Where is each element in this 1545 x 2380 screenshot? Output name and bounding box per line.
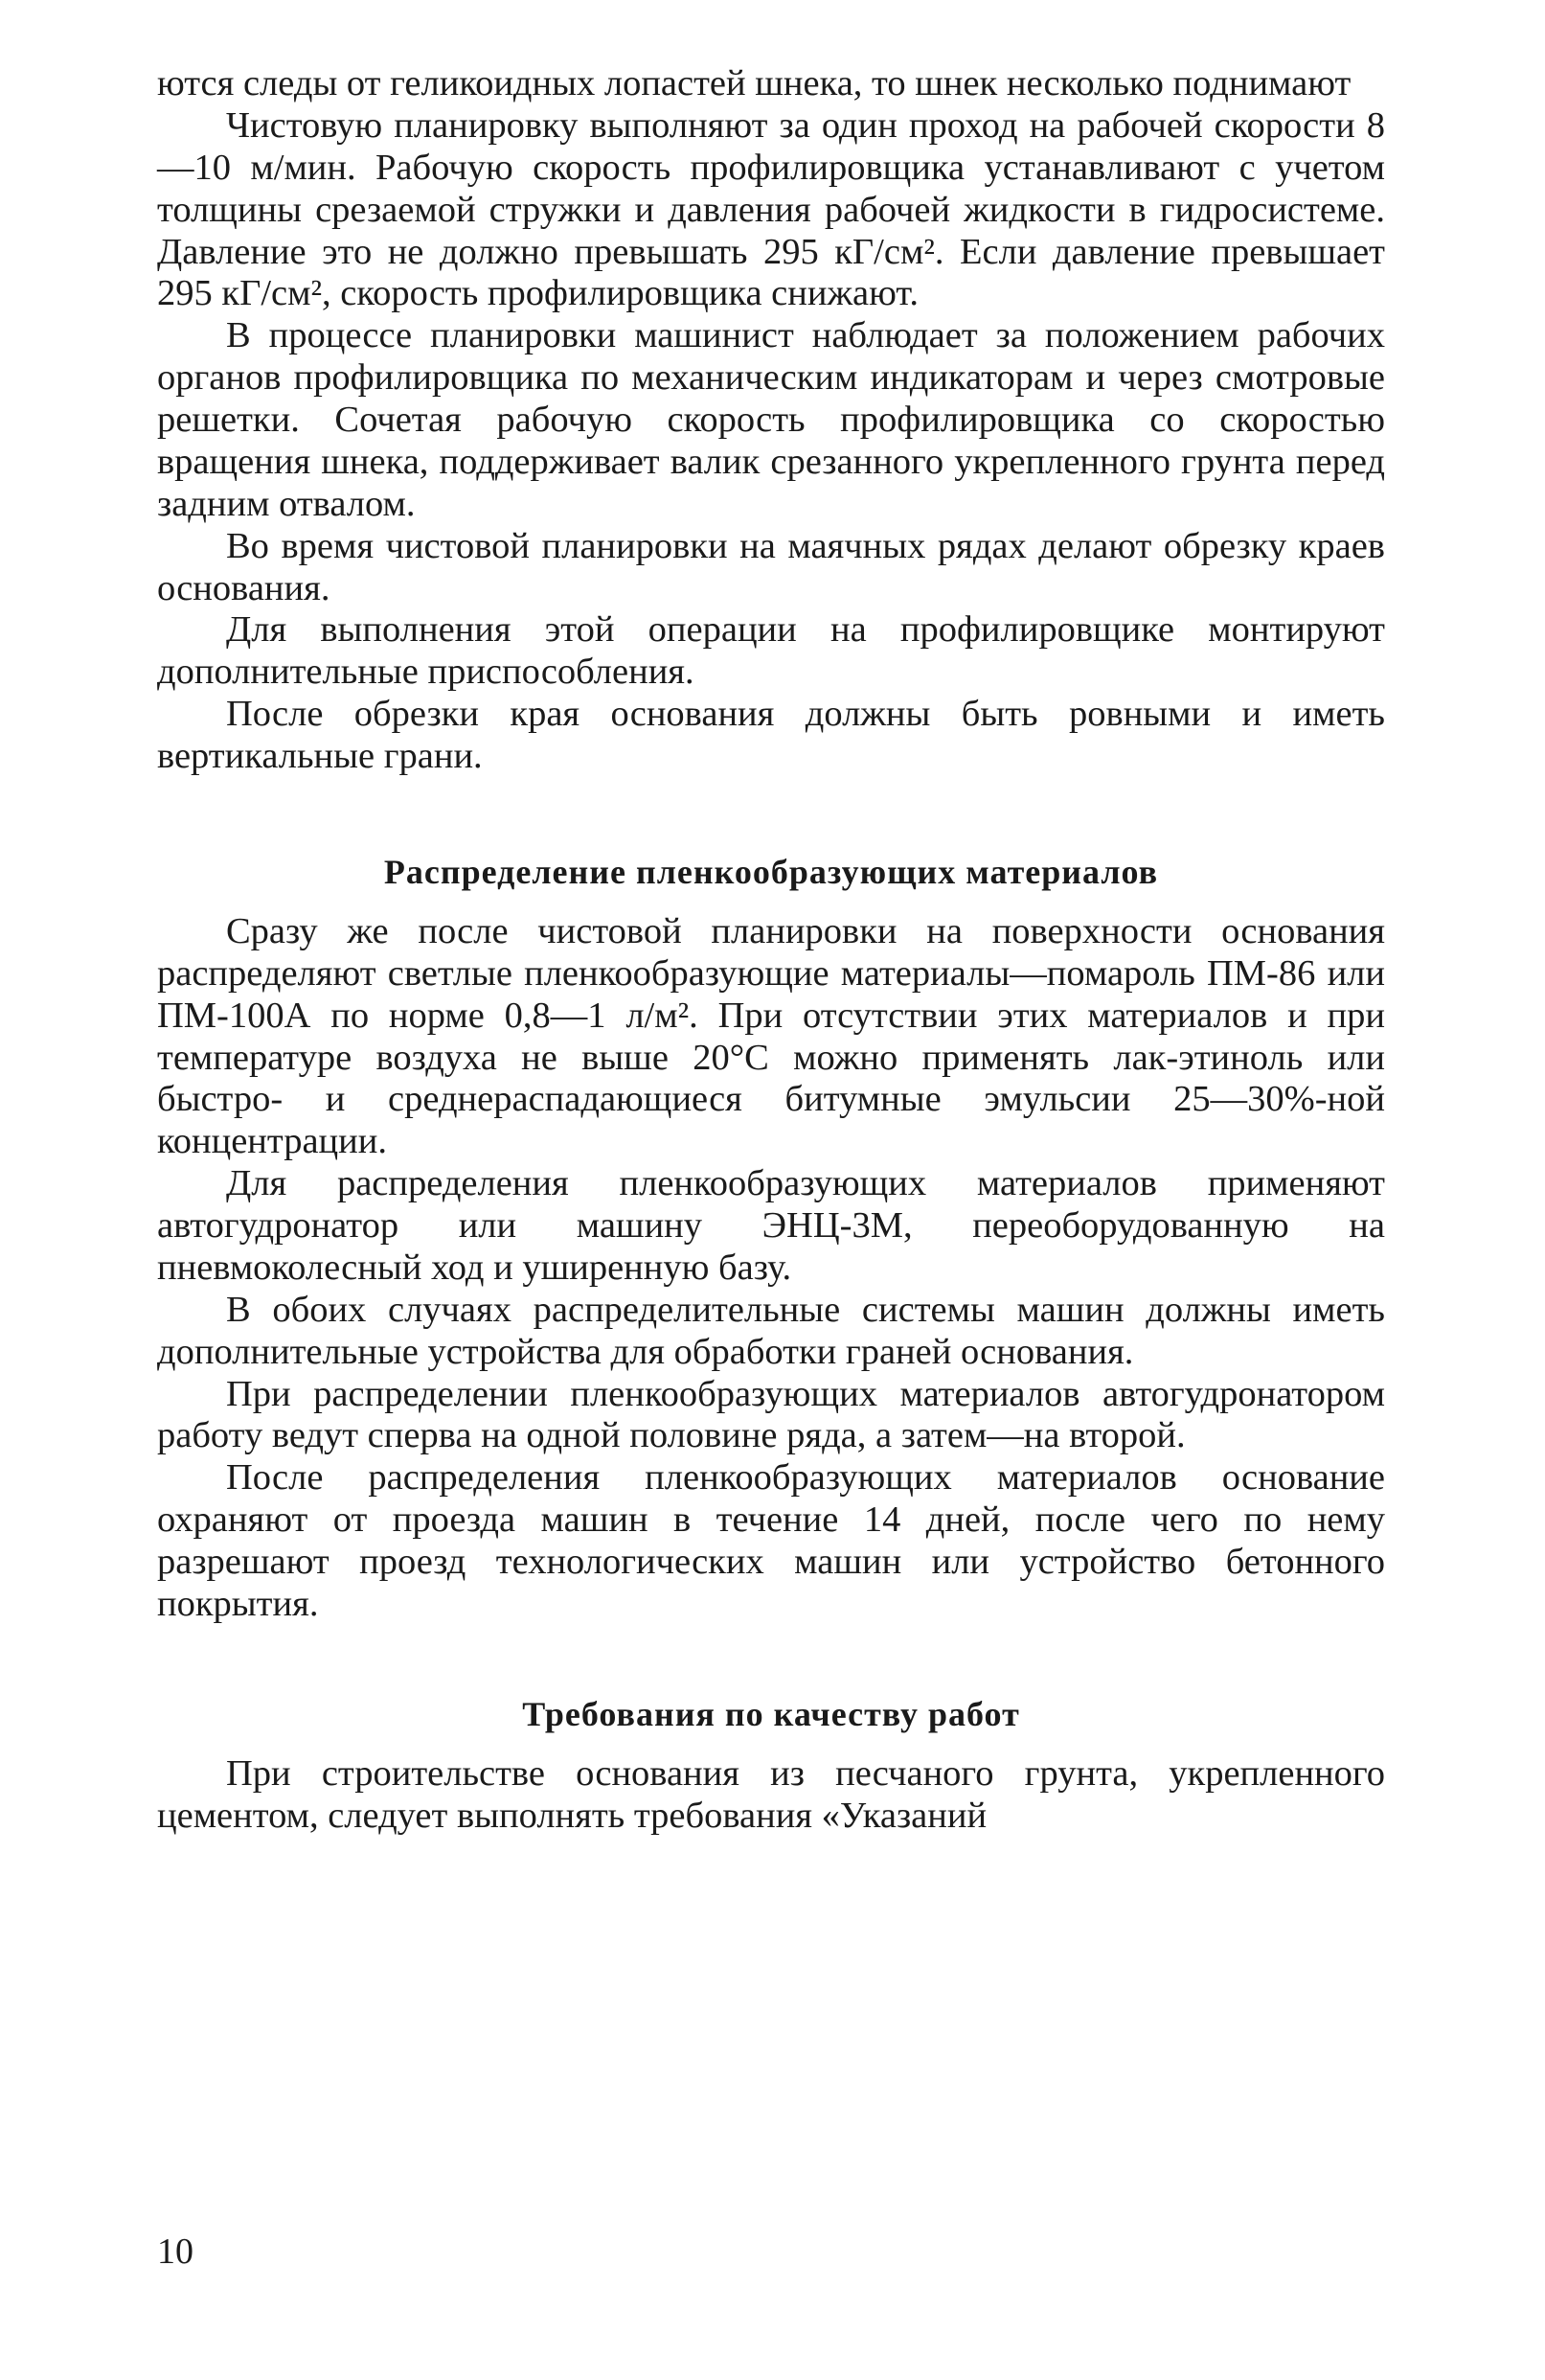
paragraph: Для распределения пленкообразующих материалов применяют автогудронатор или машину ЭНЦ-3М, переоборудованную на пневмоколесный ход и уширенную базу. (157, 1163, 1385, 1288)
section-heading: Требования по качеству работ (522, 1694, 1020, 1733)
paragraph: В обоих случаях распределительные системы машин должны иметь дополнительные устройства для обработки граней основания. (157, 1289, 1385, 1372)
paragraph: ются следы от геликоидных лопастей шнека, то шнек несколько поднимают (157, 63, 1352, 103)
paragraph: Сразу же после чистовой планировки на поверхности основания распределяют светлые пленкообразующие материалы—помароль ПМ-86 или ПМ-100А по норме 0,8—1 л/м². При отсутствии этих материалов и при температуре воздуха не выше 20°С можно применять лак-этиноль или быстро- и среднераспадающиеся битумные эмульсии 25—30%-ной концентрации. (157, 910, 1385, 1162)
paragraph: Для выполнения этой операции на профилировщике монтируют дополнительные приспособления. (157, 609, 1385, 693)
paragraph: Чистовую планировку выполняют за один проход на рабочей скорости 8—10 м/мин. Рабочую скорость профилировщика устанавливают с учетом толщины срезаемой стружки и давления рабочей жидкости в гидросистеме. Давление это не должно превышать 295 кГ/см². Если давление превышает 295 кГ/см², скорость профилировщика снижают. (157, 104, 1385, 314)
paragraph: В процессе планировки машинист наблюдает за положением рабочих органов профилировщика по механическим индикаторам и через смотровые решетки. Сочетая рабочую скорость профилировщика со скоростью вращения шнека, поддерживает валик срезанного укрепленного грунта перед задним отвалом. (157, 315, 1385, 524)
page-number: 10 (157, 2231, 193, 2272)
document-page (157, 63, 1385, 1838)
paragraph: После обрезки края основания должны быть ровными и иметь вертикальные грани. (157, 694, 1385, 776)
paragraph: После распределения пленкообразующих материалов основание охраняют от проезда машин в течение 14 дней, после чего по нему разрешают проезд технологических машин или устройство бетонного покрытия. (157, 1457, 1385, 1624)
section-heading: Распределение пленкообразующих материалов (383, 852, 1159, 891)
paragraph: При строительстве основания из песчаного грунта, укрепленного цементом, следует выполнять требования «Указаний (157, 1752, 1385, 1836)
paragraph: При распределении пленкообразующих материалов автогудронатором работу ведут сперва на одной половине ряда, а затем—на второй. (157, 1373, 1385, 1456)
paragraph: Во время чистовой планировки на маячных рядах делают обрезку краев основания. (157, 525, 1385, 608)
